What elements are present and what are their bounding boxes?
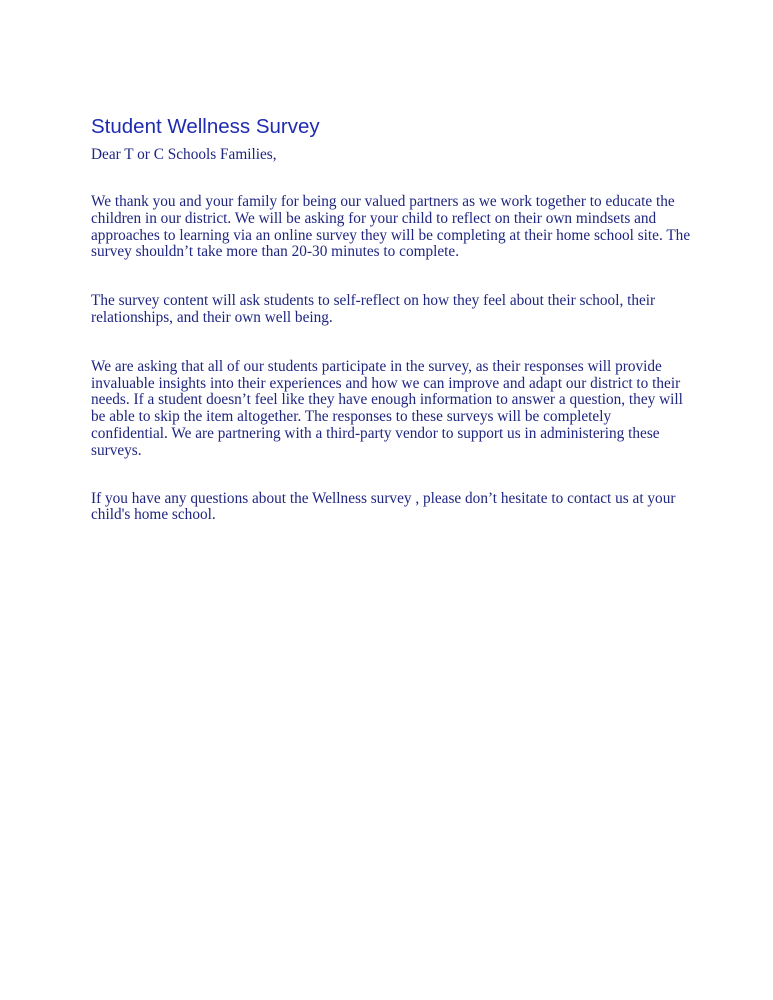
paragraph-thanks: We thank you and your family for being our valued partners as we work together to educate the children in our district. We will be asking for your child to reflect on their own mindsets and approaches to learning via an online survey they will be completing at their home school site. The survey shouldn’t take more than 20-30 minutes to complete. [91, 193, 691, 261]
salutation: Dear T or C Schools Families, [91, 146, 277, 163]
letter-content [91, 113, 691, 524]
document-title: Student Wellness Survey [91, 115, 320, 138]
paragraph-participation: We are asking that all of our students participate in the survey, as their responses will provide invaluable insights into their experiences and how we can improve and adapt our district to their needs. If a student doesn’t feel like they have enough information to answer a question, they will be able to skip the item altogether. The responses to these surveys will be completely confidential. We are partnering with a third-party vendor to support us in administering these surveys. [91, 357, 683, 459]
paragraph-contact: If you have any questions about the Wellness survey , please don’t hesitate to contact us at your child's home school. [91, 489, 676, 524]
paragraph-survey-content: The survey content will ask students to self-reflect on how they feel about their school, their relationships, and their own well being. [91, 292, 656, 326]
